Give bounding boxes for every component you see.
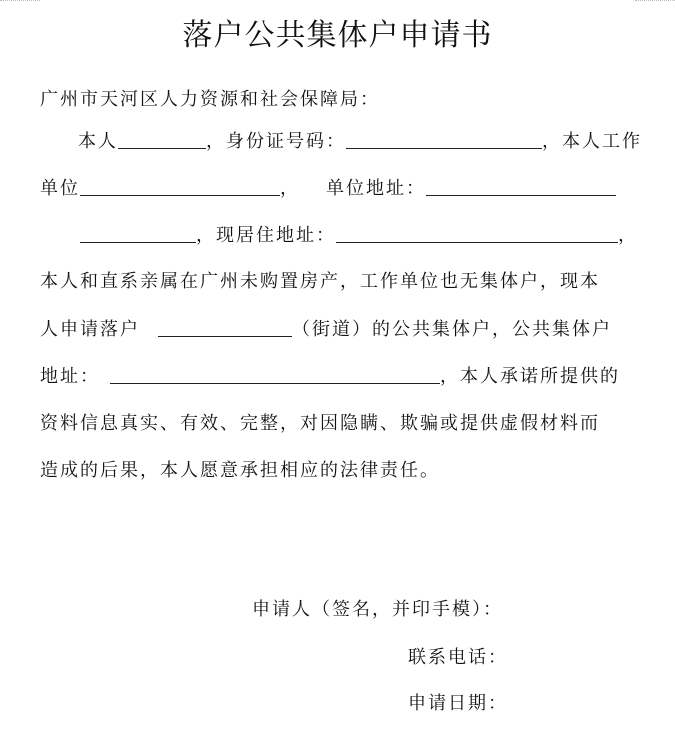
unit-address-blank[interactable] xyxy=(426,179,616,196)
phone-label: 联系电话： xyxy=(408,647,508,668)
p1-label-unit-address: 单位地址： xyxy=(326,178,426,199)
page-corner-mark-left xyxy=(0,0,40,7)
p1-end-comma: ， xyxy=(618,225,638,246)
p1-label-self: 本人 xyxy=(78,131,118,152)
paragraph2-line4 xyxy=(40,412,640,436)
paragraph2-line5 xyxy=(40,459,640,483)
p2-line1: 本人和直系亲属在广州未购置房产，工作单位也无集体户，现本 xyxy=(40,271,600,292)
date-label: 申请日期： xyxy=(408,693,508,714)
page-corner-mark-right xyxy=(635,0,675,7)
p2-label-address: 地址： xyxy=(40,366,100,387)
paragraph2-line3 xyxy=(40,365,640,389)
addressee-line xyxy=(40,88,640,112)
paragraph2-line1 xyxy=(40,270,640,294)
paragraph2-line2 xyxy=(40,318,640,342)
paragraph1-line3 xyxy=(80,224,640,248)
p1-label-unit: 单位 xyxy=(40,178,80,199)
applicant-signature-label: 申请人（签名，并印手模）： xyxy=(252,599,503,620)
street-blank[interactable] xyxy=(158,320,292,337)
p1-label-work: ，本人工作 xyxy=(542,131,642,152)
p1-label-id: ，身份证号码： xyxy=(206,131,346,152)
document-title: 落户公共集体户申请书 xyxy=(182,18,493,53)
id-number-blank[interactable] xyxy=(346,132,542,149)
paragraph1-line1 xyxy=(78,130,640,154)
unit-address-continued-blank[interactable] xyxy=(80,226,196,243)
paragraph1-line2 xyxy=(40,177,640,201)
work-unit-blank[interactable] xyxy=(80,179,280,196)
p2-label-street: （街道）的公共集体户，公共集体户 xyxy=(292,319,612,340)
p2-line4: 资料信息真实、有效、完整，对因隐瞒、欺骗或提供虚假材料而 xyxy=(40,413,600,434)
p2-label-apply: 人申请落户 xyxy=(40,319,140,340)
p1-label-residence: ，现居住地址： xyxy=(196,225,336,246)
p2-label-promise: ，本人承诺所提供的 xyxy=(440,366,620,387)
p1-comma: ， xyxy=(280,178,300,199)
collective-address-blank[interactable] xyxy=(110,367,440,384)
residence-address-blank[interactable] xyxy=(336,226,618,243)
name-blank[interactable] xyxy=(118,132,206,149)
addressee: 广州市天河区人力资源和社会保障局： xyxy=(40,89,380,110)
p2-line5: 造成的后果，本人愿意承担相应的法律责任。 xyxy=(40,460,440,481)
